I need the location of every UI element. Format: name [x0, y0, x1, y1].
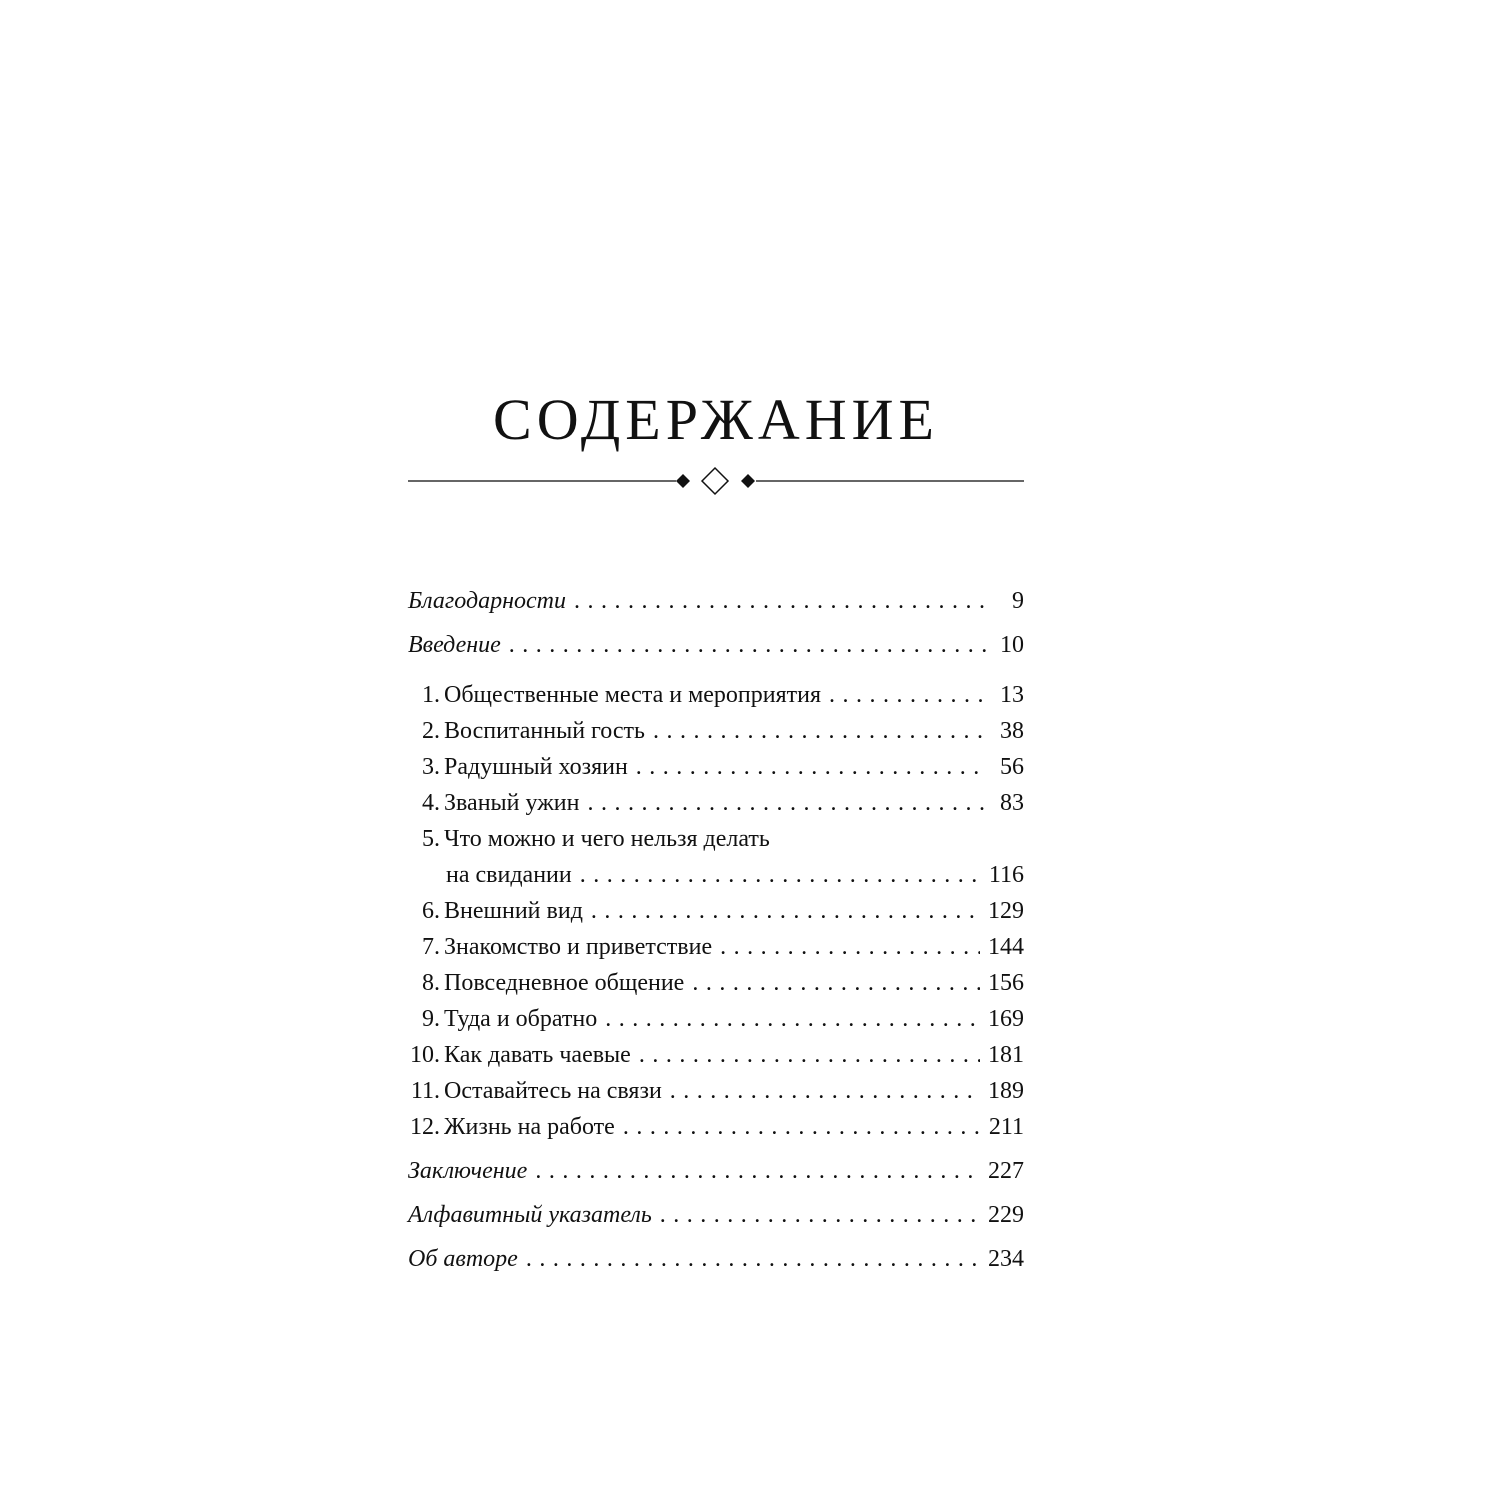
toc-entry-page: 169: [988, 1006, 1024, 1032]
toc-entry-conclusion[interactable]: [408, 1153, 1024, 1189]
toc-entry-page: 229: [988, 1202, 1024, 1228]
toc-entry-title: Введение: [408, 632, 501, 658]
leader-dots: [587, 785, 986, 821]
toc-entry-chapter-8[interactable]: [408, 965, 1024, 1001]
toc-entry-chapter-4[interactable]: [408, 785, 1024, 821]
toc-entry-page: 129: [988, 898, 1024, 924]
leader-dots: [653, 713, 986, 749]
leader-dots: [623, 1109, 981, 1145]
leader-dots: [605, 1001, 980, 1037]
toc-entry-title: Об авторе: [408, 1246, 518, 1272]
toc-entry-title: Туда и обратно: [444, 1006, 598, 1032]
chapter-number: 2.: [422, 718, 440, 744]
toc-entry-acknowledgements[interactable]: [408, 583, 1024, 619]
table-of-contents: [408, 583, 1024, 1277]
toc-entry-title: Жизнь на работе: [444, 1114, 615, 1140]
toc-entry-index[interactable]: [408, 1197, 1024, 1233]
toc-entry-title: Оставайтесь на связи: [444, 1078, 662, 1104]
toc-entry-page: 116: [988, 862, 1024, 888]
leader-dots: [829, 677, 986, 713]
toc-entry-chapter-3[interactable]: [408, 749, 1024, 785]
chapter-number: 12.: [410, 1114, 440, 1140]
leader-dots: [574, 583, 986, 619]
toc-entry-page: 156: [988, 970, 1024, 996]
toc-entry-title: Внешний вид: [444, 898, 583, 924]
toc-entry-title: Радушный хозяин: [444, 754, 628, 780]
toc-entry-about-author[interactable]: [408, 1241, 1024, 1277]
leader-dots: [526, 1241, 980, 1277]
toc-entry-page: 83: [1000, 790, 1024, 816]
toc-entry-chapter-10[interactable]: [408, 1037, 1024, 1073]
toc-entry-chapter-7[interactable]: [408, 929, 1024, 965]
chapter-number: 5.: [422, 826, 440, 852]
toc-entry-page: 234: [988, 1246, 1024, 1272]
chapter-number: 6.: [422, 898, 440, 924]
leader-dots: [670, 1073, 980, 1109]
toc-entry-chapter-5[interactable]: [408, 821, 1024, 893]
page-title: СОДЕРЖАНИЕ: [493, 387, 939, 452]
toc-entry-page: 56: [1000, 754, 1024, 780]
toc-entry-page: 13: [1000, 682, 1024, 708]
chapter-number: 11.: [410, 1078, 440, 1104]
toc-entry-introduction[interactable]: [408, 627, 1024, 663]
leader-dots: [535, 1153, 980, 1189]
leader-dots: [636, 749, 986, 785]
diamond-divider-ornament: [408, 466, 1024, 496]
chapter-number: 4.: [422, 790, 440, 816]
chapter-number: 10.: [410, 1042, 440, 1068]
toc-entry-title-line2: на свидании: [446, 862, 572, 888]
toc-entry-chapter-2[interactable]: [408, 713, 1024, 749]
toc-entry-page: 10: [1000, 632, 1024, 658]
toc-entry-title-line1: Что можно и чего нельзя делать: [444, 826, 770, 852]
leader-dots: [692, 965, 980, 1001]
chapter-number: 1.: [422, 682, 440, 708]
toc-entry-title: Как давать чаевые: [444, 1042, 631, 1068]
toc-entry-title: Алфавитный указатель: [408, 1202, 652, 1228]
toc-entry-page: 181: [988, 1042, 1024, 1068]
chapter-number: 3.: [422, 754, 440, 780]
toc-entry-page: 144: [988, 934, 1024, 960]
toc-entry-page: 227: [988, 1158, 1024, 1184]
chapter-number: 9.: [422, 1006, 440, 1032]
toc-entry-chapter-6[interactable]: [408, 893, 1024, 929]
toc-entry-title: Повседневное общение: [444, 970, 685, 996]
chapter-number: 8.: [422, 970, 440, 996]
toc-entry-title: Званый ужин: [444, 790, 580, 816]
toc-entry-chapter-9[interactable]: [408, 1001, 1024, 1037]
leader-dots: [509, 627, 986, 663]
toc-entry-page: 38: [1000, 718, 1024, 744]
toc-entry-chapter-11[interactable]: [408, 1073, 1024, 1109]
leader-dots: [580, 857, 981, 893]
chapter-number: 7.: [422, 934, 440, 960]
toc-entry-chapter-1[interactable]: [408, 677, 1024, 713]
toc-entry-title: Общественные места и мероприятия: [444, 682, 822, 708]
toc-entry-page: 189: [988, 1078, 1024, 1104]
leader-dots: [720, 929, 980, 965]
toc-entry-title: Заключение: [408, 1158, 528, 1184]
toc-entry-title: Воспитанный гость: [444, 718, 645, 744]
toc-entry-title: Знакомство и приветствие: [444, 934, 713, 960]
leader-dots: [591, 893, 980, 929]
toc-entry-page: 211: [988, 1114, 1024, 1140]
toc-entry-chapter-12[interactable]: [408, 1109, 1024, 1145]
leader-dots: [660, 1197, 980, 1233]
leader-dots: [639, 1037, 980, 1073]
toc-entry-title: Благодарности: [408, 588, 566, 614]
toc-entry-page: 9: [1012, 588, 1024, 614]
